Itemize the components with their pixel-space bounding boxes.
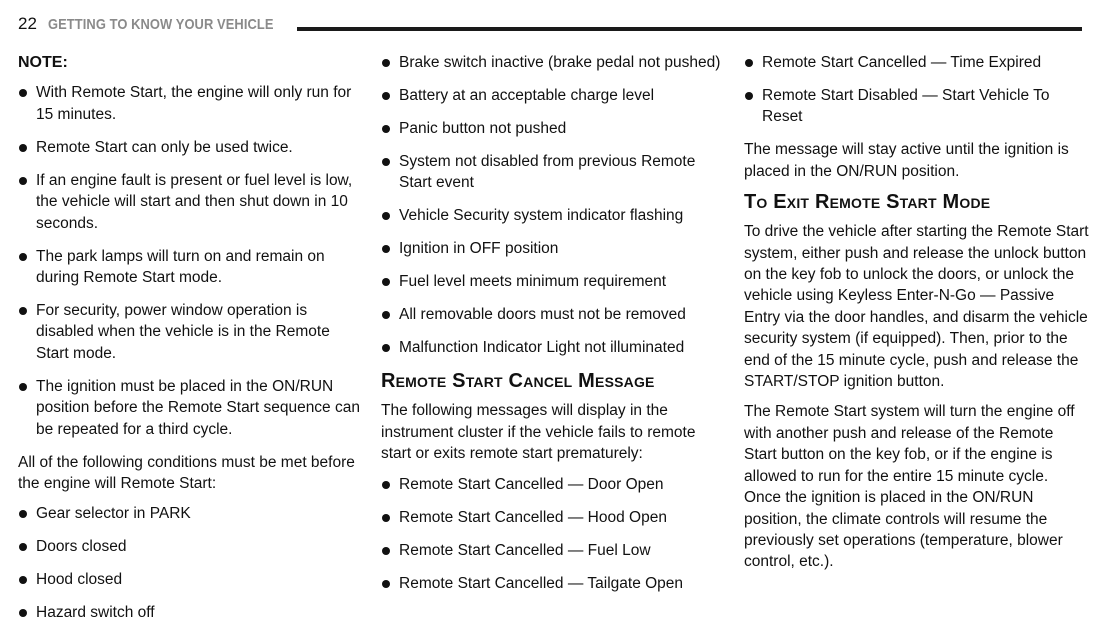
cancel-messages-list [381, 474, 726, 594]
bullet-icon [745, 92, 753, 100]
bullet-icon [382, 278, 390, 286]
list-item: Remote Start Cancelled — Time Expired [744, 52, 1089, 73]
bullet-icon [382, 125, 390, 133]
exit-paragraph-1: To drive the vehicle after starting the Remote Start system, either push and release the unlock button on the key fob to unlock the doors, or unlock the vehicle using Keyless Enter-N-Go — Passive Entry via the door handles, and disarm the vehicle security system (if equipped). Then, prior to the end of the 15 minute cycle, push and release the START/STOP ignition button. [744, 223, 1089, 391]
list-item: Remote Start Cancelled — Door Open [381, 474, 726, 495]
bullet-icon [19, 609, 27, 617]
list-item: The ignition must be placed in the ON/RUN position before the Remote Start sequence can be repeated for a third cycle. [18, 376, 363, 440]
stay-active-text: The message will stay active until the ignition is placed in the ON/RUN position. [744, 141, 1069, 180]
bullet-icon [382, 158, 390, 166]
bullet-icon [382, 344, 390, 352]
bullet-icon [19, 177, 27, 185]
header-rule [297, 27, 1082, 31]
list-item: Hazard switch off [18, 602, 363, 623]
bullet-icon [382, 514, 390, 522]
bullet-icon [19, 307, 27, 315]
list-item: Remote Start Cancelled — Hood Open [381, 507, 726, 528]
list-item: If an engine fault is present or fuel level is low, the vehicle will start and then shut down in 10 seconds. [18, 170, 363, 234]
conditions-list [18, 503, 363, 623]
list-item: Remote Start Cancelled — Fuel Low [381, 540, 726, 561]
note-list [18, 82, 363, 440]
cancel-message-intro: The following messages will display in the instrument cluster if the vehicle fails to remote start or exits remote start prematurely: [381, 402, 696, 463]
list-item: All removable doors must not be removed [381, 304, 726, 325]
page-number: 22 [18, 14, 37, 33]
bullet-icon [19, 253, 27, 261]
list-item: Remote Start Cancelled — Tailgate Open [381, 573, 726, 594]
page-header [18, 14, 1082, 38]
list-item: Brake switch inactive (brake pedal not pushed) [381, 52, 726, 73]
list-item: Ignition in OFF position [381, 238, 726, 259]
section-title: GETTING TO KNOW YOUR VEHICLE [48, 16, 274, 33]
column-3 [744, 52, 1089, 582]
bullet-icon [382, 481, 390, 489]
cancel-message-heading: Remote Start Cancel Message [381, 370, 655, 393]
bullet-icon [19, 383, 27, 391]
bullet-icon [745, 59, 753, 67]
exit-remote-start-heading: To Exit Remote Start Mode [744, 191, 991, 214]
list-item: Remote Start can only be used twice. [18, 137, 363, 158]
list-item: Battery at an acceptable charge level [381, 85, 726, 106]
note-title: NOTE: [18, 54, 68, 71]
bullet-icon [382, 547, 390, 555]
list-item: Panic button not pushed [381, 118, 726, 139]
column-2 [381, 52, 726, 594]
bullet-icon [382, 212, 390, 220]
list-item: Malfunction Indicator Light not illuminated [381, 337, 726, 358]
bullet-icon [19, 510, 27, 518]
list-item: Gear selector in PARK [18, 503, 363, 524]
list-item: Remote Start Disabled — Start Vehicle To Reset [744, 85, 1089, 128]
bullet-icon [382, 92, 390, 100]
bullet-icon [19, 89, 27, 97]
cancel-messages-list-continued [744, 52, 1089, 128]
list-item: With Remote Start, the engine will only run for 15 minutes. [18, 82, 363, 125]
bullet-icon [19, 576, 27, 584]
list-item: For security, power window operation is disabled when the vehicle is in the Remote Start mode. [18, 300, 363, 364]
list-item: Fuel level meets minimum requirement [381, 271, 726, 292]
list-item: Doors closed [18, 536, 363, 557]
bullet-icon [19, 144, 27, 152]
bullet-icon [382, 580, 390, 588]
list-item: Hood closed [18, 569, 363, 590]
exit-paragraph-2: The Remote Start system will turn the engine off with another push and release of the Remote Start button on the key fob, or if the engine is allowed to run for the entire 15 minute cycle. Once the ignition is placed in the ON/RUN position, the climate controls will resume the previously set operations (temperature, blower control, etc.). [744, 403, 1075, 571]
column-1 [18, 52, 363, 624]
bullet-icon [382, 245, 390, 253]
list-item: System not disabled from previous Remote Start event [381, 151, 726, 194]
list-item: The park lamps will turn on and remain on during Remote Start mode. [18, 246, 363, 289]
conditions-list-continued [381, 52, 726, 359]
list-item: Vehicle Security system indicator flashing [381, 205, 726, 226]
bullet-icon [382, 311, 390, 319]
bullet-icon [382, 59, 390, 67]
conditions-intro: All of the following conditions must be met before the engine will Remote Start: [18, 453, 355, 493]
bullet-icon [19, 543, 27, 551]
